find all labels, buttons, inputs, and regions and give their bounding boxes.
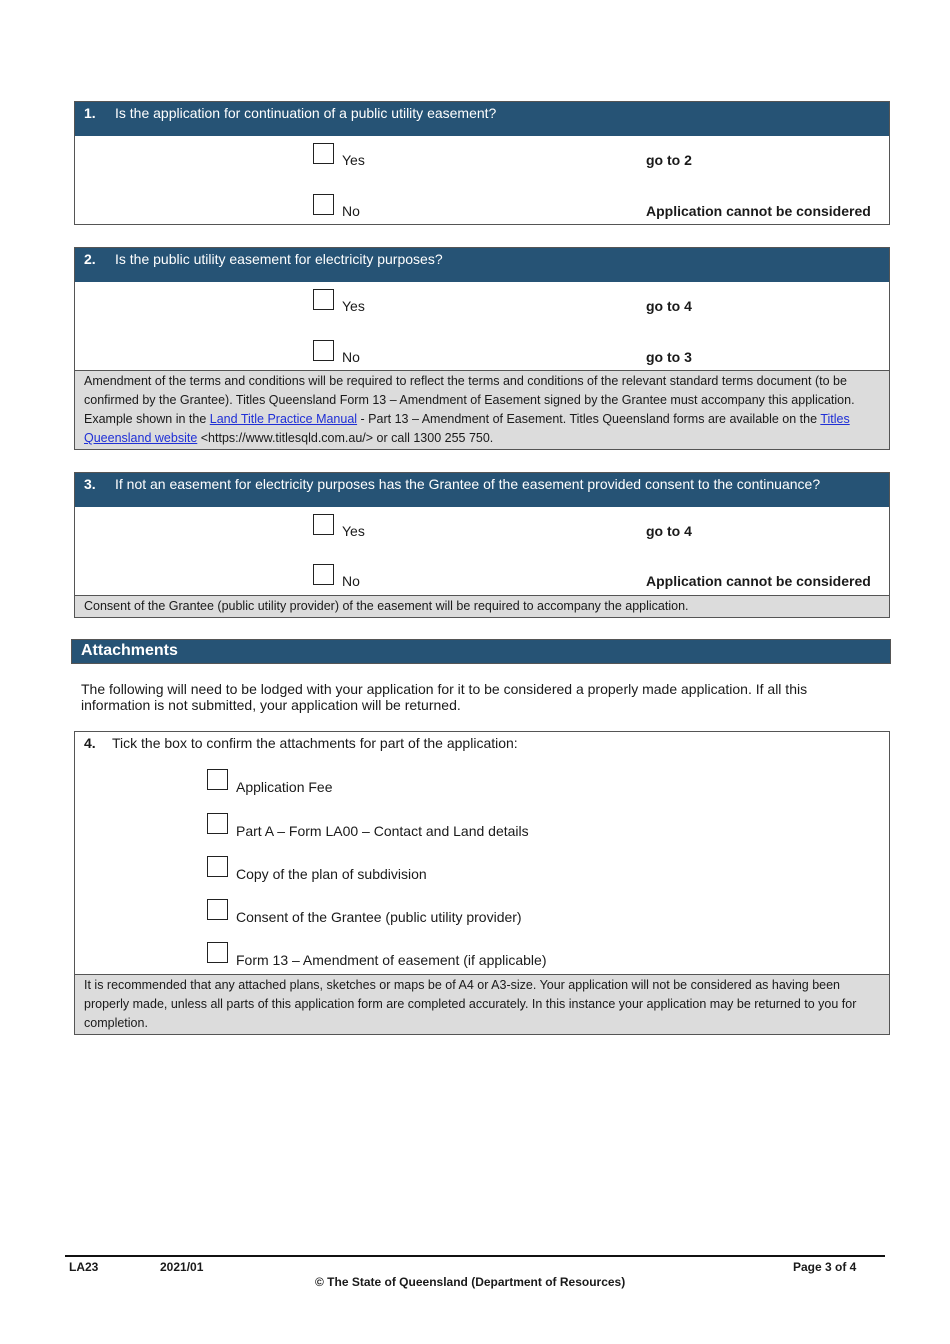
attachment-label: Application Fee xyxy=(236,779,333,795)
question-1-header xyxy=(75,102,889,136)
question-4 xyxy=(74,731,890,1035)
question-number: 1. xyxy=(84,105,96,121)
attachment-label: Part A – Form LA00 – Contact and Land details xyxy=(236,823,529,839)
yes-label: Yes xyxy=(342,152,365,168)
attachments-heading: Attachments xyxy=(71,639,891,664)
question-4-header xyxy=(75,732,889,772)
part-a-form-checkbox[interactable] xyxy=(207,813,228,834)
page-number: Page 3 of 4 xyxy=(793,1260,857,1274)
yes-action: go to 4 xyxy=(646,298,692,314)
question-2-note xyxy=(75,370,889,449)
question-3-header xyxy=(75,473,889,507)
attachment-label: Form 13 – Amendment of easement (if applicable) xyxy=(236,952,547,968)
no-checkbox[interactable] xyxy=(313,564,334,585)
yes-action: go to 4 xyxy=(646,523,692,539)
attachments-intro: The following will need to be lodged with your application for it to be considered a properly made application. If all this information is not submitted, your application will be returned. xyxy=(81,681,808,713)
question-3 xyxy=(74,472,890,618)
copyright: © The State of Queensland (Department of Resources) xyxy=(315,1275,626,1289)
note-text: - Part 13 – Amendment of Easement. Titles Queensland forms are available on the xyxy=(357,412,821,426)
yes-action: go to 2 xyxy=(646,152,692,168)
no-checkbox[interactable] xyxy=(313,340,334,361)
application-fee-checkbox[interactable] xyxy=(207,769,228,790)
question-3-options xyxy=(75,507,889,595)
question-number: 3. xyxy=(84,476,96,492)
question-text: Is the application for continuation of a public utility easement? xyxy=(115,105,497,121)
no-action: go to 3 xyxy=(646,349,692,365)
yes-label: Yes xyxy=(342,523,365,539)
question-3-note: Consent of the Grantee (public utility provider) of the easement will be required to accompany the application. xyxy=(75,595,889,617)
question-2-header xyxy=(75,248,889,282)
footer-divider xyxy=(65,1255,885,1257)
yes-checkbox[interactable] xyxy=(313,514,334,535)
no-action: Application cannot be considered xyxy=(646,203,871,219)
note-text: Amendment of the terms and conditions will be required to reflect the terms and conditions of the relevant standard terms document (to be confirmed by the Grantee). Titles Queensland Form 13 – Amendment of Easement signed by the Grantee must accompany this application. Example shown in the xyxy=(84,374,855,426)
attachments-note: It is recommended that any attached plans, sketches or maps be of A4 or A3-size. Your application will not be considered as having been properly made, unless all parts of this application form are completed accurately. In this instance your application may be returned to you for completion. xyxy=(75,974,889,1034)
no-action: Application cannot be considered xyxy=(646,573,871,589)
question-text: Is the public utility easement for electricity purposes? xyxy=(115,251,443,267)
form-code: LA23 xyxy=(69,1260,99,1274)
question-number: 2. xyxy=(84,251,96,267)
question-text: Tick the box to confirm the attachments for part of the application: xyxy=(112,735,518,751)
no-checkbox[interactable] xyxy=(313,194,334,215)
form-version: 2021/01 xyxy=(160,1260,204,1274)
attachment-label: Copy of the plan of subdivision xyxy=(236,866,427,882)
question-number: 4. xyxy=(84,735,96,751)
question-1-options xyxy=(75,136,889,224)
form-13-checkbox[interactable] xyxy=(207,942,228,963)
yes-label: Yes xyxy=(342,298,365,314)
question-1 xyxy=(74,101,890,225)
no-label: No xyxy=(342,203,360,219)
grantee-consent-checkbox[interactable] xyxy=(207,899,228,920)
yes-checkbox[interactable] xyxy=(313,289,334,310)
land-title-practice-manual-link[interactable]: Land Title Practice Manual xyxy=(209,412,358,426)
note-text: <https://www.titlesqld.com.au/> or call 1300 255 750. xyxy=(197,431,494,445)
attachment-list xyxy=(75,772,889,974)
no-label: No xyxy=(342,349,360,365)
question-2 xyxy=(74,247,890,450)
no-label: No xyxy=(342,573,360,589)
question-text: If not an easement for electricity purposes has the Grantee of the easement provided consent to the continuance? xyxy=(115,476,821,492)
question-2-options xyxy=(75,282,889,370)
yes-checkbox[interactable] xyxy=(313,143,334,164)
plan-copy-checkbox[interactable] xyxy=(207,856,228,877)
attachment-label: Consent of the Grantee (public utility provider) xyxy=(236,909,522,925)
titles-queensland-website-link[interactable]: Titles Queensland website xyxy=(84,412,850,445)
